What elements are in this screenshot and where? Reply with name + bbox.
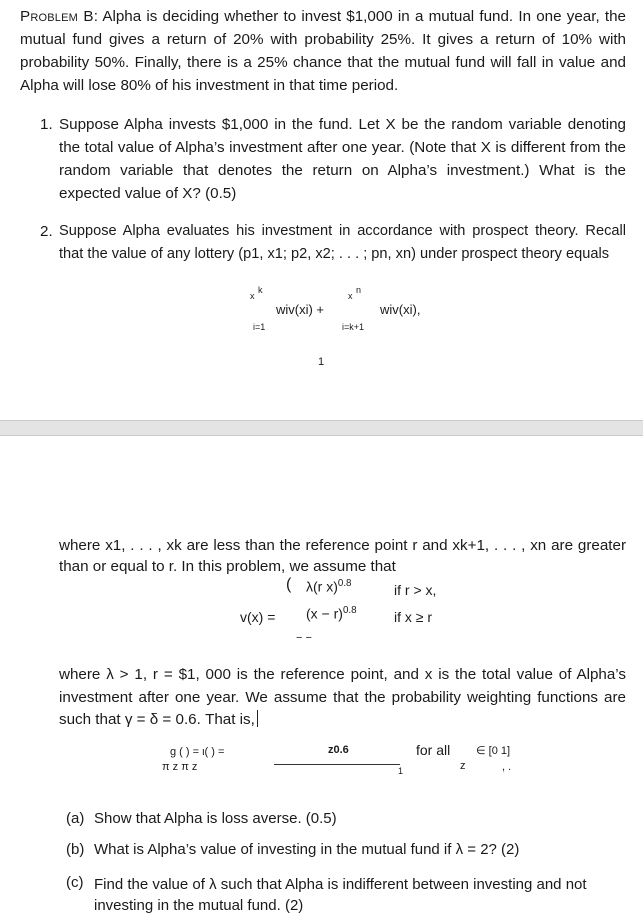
domain-interval: ∈ [0 1] bbox=[476, 745, 511, 757]
formula-term2: wiv(xi), bbox=[380, 302, 421, 317]
sum1-upper: k bbox=[258, 285, 263, 295]
q1-number: 1. bbox=[40, 116, 53, 133]
sum2-lower: i=k+1 bbox=[342, 322, 365, 332]
problem-label: Problem B bbox=[20, 8, 94, 25]
sum1-symbol: x bbox=[250, 291, 255, 301]
weight-lhs-bottom: π z π z bbox=[162, 761, 198, 773]
sum1-lower: i=1 bbox=[253, 322, 266, 332]
subpart-b-text: What is Alpha’s value of investing in the mutual fund if λ = 2? (2) bbox=[94, 841, 520, 858]
page-number: 1 bbox=[318, 356, 325, 368]
subpart-a-label: (a) bbox=[66, 810, 85, 827]
weight-lhs-top: g ( ) = ι( ) = bbox=[170, 746, 225, 758]
subpart-c-label: (c) bbox=[66, 874, 84, 891]
problem-intro bbox=[20, 5, 626, 97]
cases-brace: ( bbox=[286, 576, 292, 593]
case1-condition: if r > x, bbox=[394, 582, 437, 598]
page-2 bbox=[0, 436, 643, 920]
formula-term1: wiv(xi) + bbox=[276, 302, 325, 317]
weight-fraction-bar bbox=[274, 764, 400, 765]
problem-colon: : bbox=[93, 8, 98, 25]
value-function-lhs: v(x) = bbox=[240, 609, 276, 625]
problem-intro-text: Alpha is deciding whether to invest $1,000 in a mutual fund. In one year, the mutual fund gives a return of 20% with probability 25%. It gives a return of 10% with probability 50%. Finally, there is a 25% chance that the mutual fund will fall in value and Alpha will lose 80% of his investment in that time period. bbox=[20, 8, 627, 94]
for-all-text: for all bbox=[416, 742, 451, 758]
weight-numerator: z0.6 bbox=[328, 744, 349, 756]
q2-text: Suppose Alpha evaluates his investment in accordance with prospect theory. Recall that the value of any lottery (p1, x1; p2, x2; . . . ; pn, xn) under prospect theory equals bbox=[59, 223, 626, 262]
case2-condition: if x ≥ r bbox=[394, 609, 433, 625]
subpart-a-text: Show that Alpha is loss averse. (0.5) bbox=[94, 810, 337, 827]
weight-denominator-mark: 1 bbox=[398, 766, 404, 776]
domain-variable: z bbox=[460, 760, 466, 772]
q2-number: 2. bbox=[40, 223, 53, 240]
page-1 bbox=[0, 0, 643, 420]
brace-dashes: − − bbox=[296, 632, 312, 644]
case2-expression: $(x - r)^{0.8}$ bbox=[306, 605, 357, 622]
subpart-b-label: (b) bbox=[66, 841, 85, 858]
q1-text: Suppose Alpha invests $1,000 in the fund. Let X be the random variable denoting the total value of Alpha’s investment after one year. (Note that X is different from the random variable that denotes the return on Alpha’s investment.) What is the expected value of X? (0.5) bbox=[59, 116, 626, 202]
domain-tail: , . bbox=[502, 761, 512, 773]
sum2-upper: n bbox=[356, 285, 362, 295]
where-reference: where x1, . . . , xk are less than the reference point r and xk+1, . . . , xn are greater than or equal to r. In this problem, we assume that bbox=[59, 537, 626, 575]
subpart-c-text: Find the value of λ such that Alpha is indifferent between investing and not investing in the mutual fund. (2) bbox=[94, 876, 587, 914]
sum2-symbol: x bbox=[348, 291, 353, 301]
where-lambda: where λ > 1, r = $1, 000 is the reference point, and x is the total value of Alpha’s investment after one year. We assume that the probability weighting functions are such that γ = δ = 0.6. That is, bbox=[59, 666, 626, 728]
case1-expression: λ(r x)$^{0.8}$ bbox=[306, 578, 352, 595]
text-cursor bbox=[257, 710, 258, 727]
page-break bbox=[0, 420, 643, 436]
